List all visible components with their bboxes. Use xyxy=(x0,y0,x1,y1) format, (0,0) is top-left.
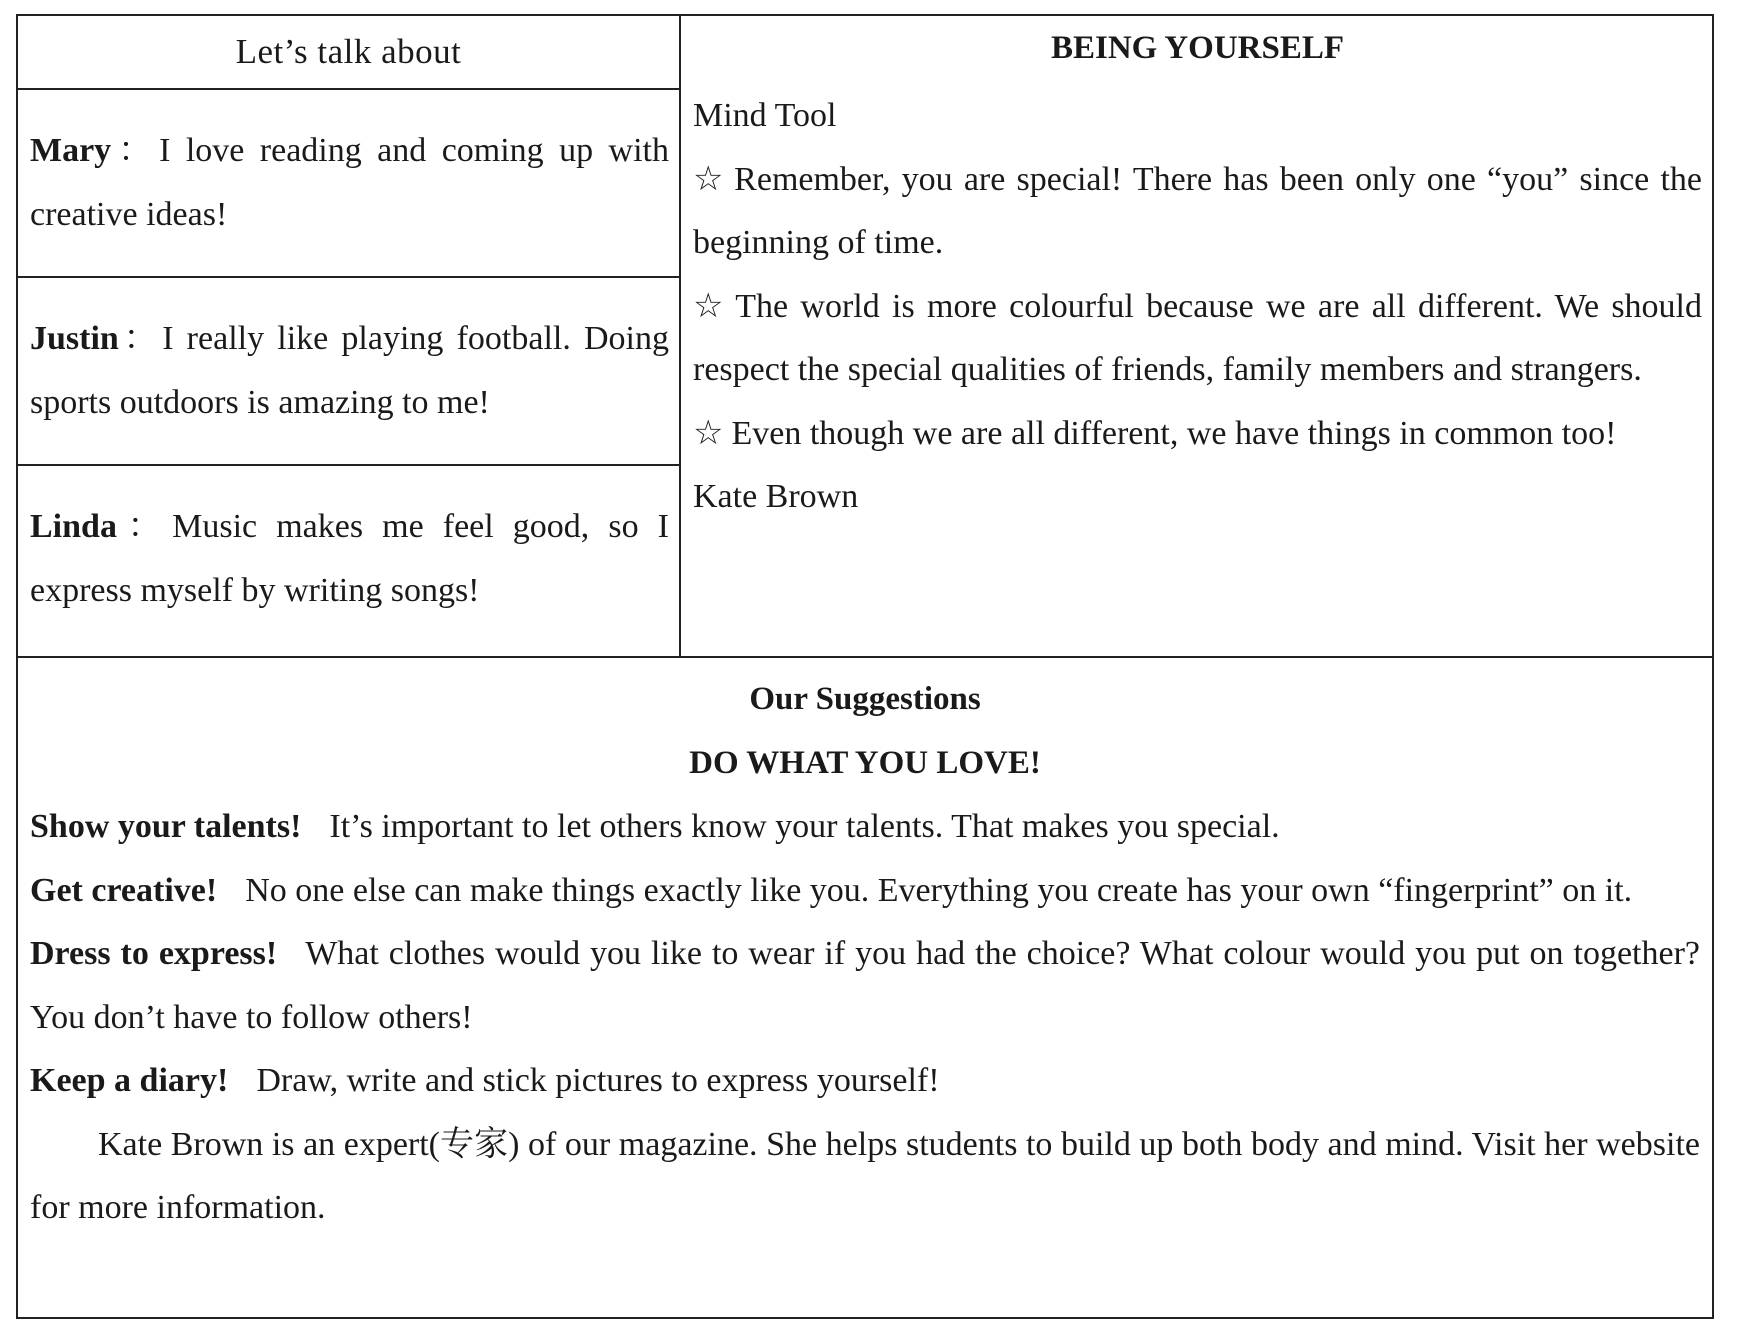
suggestion-text: It’s important to let others know your talents. That makes you special. xyxy=(329,808,1280,845)
article-frame xyxy=(16,14,1714,1319)
name-separator: ： xyxy=(116,508,173,545)
suggestion-lead: Keep a diary! xyxy=(30,1062,229,1099)
star-icon: ☆ xyxy=(693,414,724,452)
suggestion-lead: Show your talents! xyxy=(30,808,302,845)
person-justin xyxy=(18,278,679,466)
closing-paragraph: Kate Brown is an expert(专家) of our magazine. She helps students to build up both body and mind. Visit her website for more information. xyxy=(30,1125,1700,1226)
being-yourself-column xyxy=(681,16,1712,656)
author-name: Kate Brown xyxy=(693,478,859,515)
person-statement xyxy=(30,495,669,623)
person-text: I really like playing football. Doing sports outdoors is amazing to me! xyxy=(30,320,670,421)
suggestions-subheading: DO WHAT YOU LOVE! xyxy=(689,744,1041,781)
suggestion-item xyxy=(30,859,1700,923)
person-name: Mary xyxy=(30,132,112,169)
suggestion-text: What clothes would you like to wear if you had the choice? What colour would you put on together? You don’t have to follow others! xyxy=(30,935,1701,1036)
tip-text: The world is more colourful because we are all different. We should respect the special qualities of friends, family members and strangers. xyxy=(693,287,1702,388)
suggestions-section xyxy=(18,658,1712,1317)
suggestions-heading: Our Suggestions xyxy=(749,681,981,717)
suggestion-item xyxy=(30,922,1700,1049)
name-separator: ： xyxy=(118,320,163,357)
suggestion-text: Draw, write and stick pictures to express yourself! xyxy=(256,1062,940,1099)
name-separator: ： xyxy=(111,132,160,169)
person-mary xyxy=(18,90,679,278)
tip-text: Even though we are all different, we have things in common too! xyxy=(731,414,1617,452)
person-linda xyxy=(18,466,679,652)
suggestion-item xyxy=(30,1049,1700,1113)
top-section xyxy=(18,16,1712,658)
person-name: Linda xyxy=(30,508,117,545)
person-text: Music makes me feel good, so I express myself by writing songs! xyxy=(30,508,670,609)
talk-header: Let’s talk about xyxy=(18,16,679,90)
suggestion-lead: Get creative! xyxy=(30,871,218,909)
tip-item xyxy=(693,275,1702,402)
tip-item xyxy=(693,148,1702,275)
suggestion-item xyxy=(30,795,1700,859)
person-statement xyxy=(30,307,669,435)
person-text: I love reading and coming up with creative ideas! xyxy=(30,132,669,233)
section-title: BEING YOURSELF xyxy=(1050,30,1345,66)
suggestion-lead: Dress to express! xyxy=(30,935,278,972)
suggestion-text: No one else can make things exactly like you. Everything you create has your own “fingerprint” on it. xyxy=(245,871,1633,909)
mind-tool-label: Mind Tool xyxy=(693,97,837,134)
tip-item xyxy=(693,402,1702,466)
talk-column xyxy=(18,16,681,656)
person-name: Justin xyxy=(30,320,119,357)
star-icon: ☆ xyxy=(693,160,727,198)
tip-text: Remember, you are special! There has been only one “you” since the beginning of time. xyxy=(693,160,1702,261)
person-statement xyxy=(30,119,669,247)
star-icon: ☆ xyxy=(693,287,728,325)
